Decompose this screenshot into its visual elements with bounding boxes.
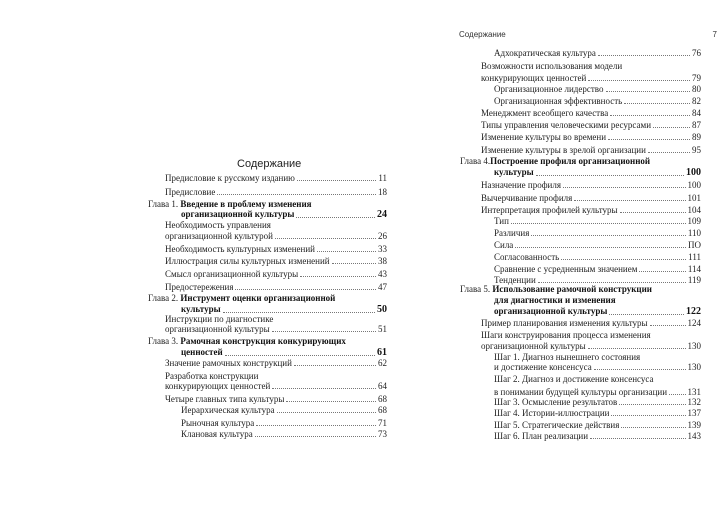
toc-entry: Адхократическая культура 76 xyxy=(494,48,701,58)
toc-entry: Согласованность 111 xyxy=(494,252,701,262)
toc-entry: Шаг 3. Осмысление результатов 132 xyxy=(494,397,701,407)
toc-entry: Шаг 4. Истории-иллюстрации 137 xyxy=(494,408,701,418)
running-header xyxy=(459,30,717,39)
toc-entry: Необходимость управления xyxy=(165,220,271,230)
toc-entry: культуры 100 xyxy=(494,167,701,178)
toc-entry: и достижение консенсуса 130 xyxy=(494,362,701,372)
toc-entry: Изменение культуры во времени 89 xyxy=(481,132,701,142)
toc-entry: организационной культурой 26 xyxy=(165,231,387,241)
toc-entry: Предостережения 47 xyxy=(165,282,387,292)
toc-entry: Шаг 6. План реализации 143 xyxy=(494,431,701,441)
toc-entry: организационной культуры 130 xyxy=(481,341,701,351)
chapter-heading: Глава 1. Введение в проблему изменения xyxy=(148,199,312,209)
toc-entry: Назначение профиля 100 xyxy=(481,180,701,190)
right-page xyxy=(364,0,728,516)
toc-entry: ценностей 61 xyxy=(181,347,387,358)
toc-entry: Пример планирования изменения культуры 124 xyxy=(481,318,701,328)
chapter-heading: Глава 3. Рамочная конструкция конкурирующих xyxy=(148,336,346,346)
chapter-heading-cont: для диагностики и изменения xyxy=(494,295,616,305)
toc-entry: Иерархическая культура 68 xyxy=(181,405,387,415)
toc-entry: Типы управления человеческими ресурсами 87 xyxy=(481,120,701,130)
toc-entry: Шаг 5. Стратегические действия 139 xyxy=(494,420,701,430)
toc-entry: Смысл организационной культуры 43 xyxy=(165,269,387,279)
chapter-heading: Глава 2. Инструмент оценки организационной xyxy=(148,293,336,303)
toc-entry: Изменение культуры в зрелой организации 95 xyxy=(481,145,701,155)
toc-entry: Шаги конструирования процесса изменения xyxy=(481,330,651,340)
toc-entry: Предисловие к русскому изданию 11 xyxy=(165,173,387,183)
toc-entry: конкурирующих ценностей 79 xyxy=(481,73,701,83)
toc-entry: Иллюстрация силы культурных изменений 38 xyxy=(165,256,387,266)
toc-entry: Клановая культура 73 xyxy=(181,429,387,439)
toc-entry: Вычерчивание профиля 101 xyxy=(481,193,701,203)
running-header-title: Содержание xyxy=(459,30,506,39)
toc-entry: Инструкции по диагностике xyxy=(165,314,274,324)
toc-entry: Менеджмент всеобщего качества 84 xyxy=(481,108,701,118)
toc-entry: Предисловие 18 xyxy=(165,187,387,197)
toc-entry: Значение рамочных конструкций 62 xyxy=(165,358,387,368)
toc-entry: Интерпретация профилей культуры 104 xyxy=(481,205,701,215)
toc-entry: Тип 109 xyxy=(494,216,701,226)
toc-entry: в понимании будущей культуры организации 131 xyxy=(494,387,701,397)
toc-entry: Возможности использования модели xyxy=(481,61,623,71)
chapter-heading: Глава 4.Построение профиля организационной xyxy=(460,156,651,166)
toc-entry: Необходимость культурных изменений 33 xyxy=(165,244,387,254)
toc-entry: Шаг 2. Диагноз и достижение консенсуса xyxy=(494,374,654,384)
toc-entry: Организационная эффективность 82 xyxy=(494,96,701,106)
page-number: 7 xyxy=(712,30,717,39)
toc-entry: конкурирующих ценностей 64 xyxy=(165,381,387,391)
toc-entry: Тенденции 119 xyxy=(494,275,701,285)
toc-title: Содержание xyxy=(237,158,302,170)
toc-entry: культуры 50 xyxy=(181,304,387,315)
toc-entry: организационной культуры 24 xyxy=(181,209,387,220)
toc-entry: Организационное лидерство 80 xyxy=(494,84,701,94)
toc-entry: организационной культуры 122 xyxy=(494,306,701,317)
toc-entry: Сила ПО xyxy=(494,240,701,250)
toc-entry: Различия 110 xyxy=(494,228,701,238)
chapter-heading: Глава 5. Использование рамочной конструкции xyxy=(460,284,652,294)
toc-entry: Четыре главных типа культуры 68 xyxy=(165,394,387,404)
toc-entry: Рыночная культура 71 xyxy=(181,418,387,428)
toc-entry: Шаг 1. Диагноз нынешнего состояния xyxy=(494,352,641,362)
toc-entry: организационной культуры 51 xyxy=(165,324,387,334)
toc-entry: Разработка конструкции xyxy=(165,371,259,381)
toc-entry: Сравнение с усредненным значением 114 xyxy=(494,264,701,274)
